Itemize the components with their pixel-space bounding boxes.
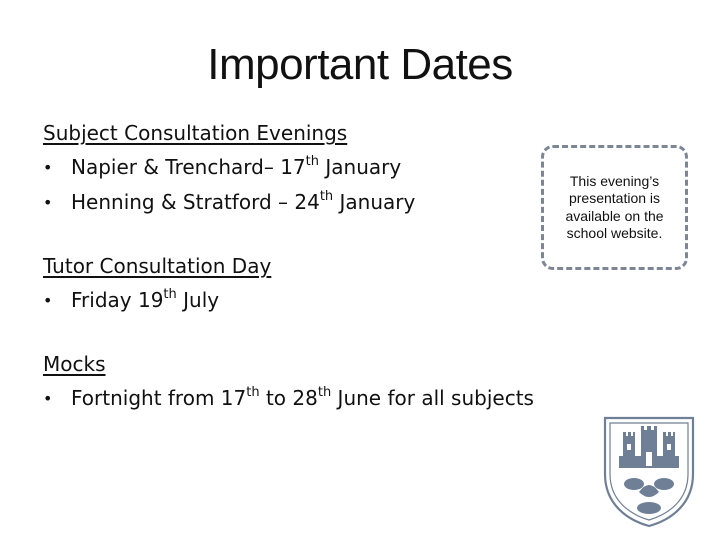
item-text-pre: Friday 19 xyxy=(71,288,164,312)
callout-text: This evening’s presentation is available on the school website. xyxy=(565,172,664,241)
ordinal-suffix: th xyxy=(317,385,332,400)
item-text-pre: Napier & Trenchard– 17 xyxy=(71,155,306,179)
item-text-post: July xyxy=(176,288,220,312)
item-text-post: January xyxy=(319,155,402,179)
website-callout xyxy=(541,145,688,270)
section-tutor-consultation xyxy=(43,250,603,318)
section-list xyxy=(43,283,603,318)
item-text-post: January xyxy=(333,190,416,214)
item-text-pre: Henning & Stratford – 24 xyxy=(71,190,320,214)
bullet-icon: • xyxy=(43,193,53,212)
ordinal-suffix: th xyxy=(305,154,319,169)
section-list xyxy=(43,150,603,220)
item-text-post: June for all subjects xyxy=(331,386,534,410)
ordinal-suffix: th xyxy=(319,189,334,204)
bullet-icon: • xyxy=(43,291,53,310)
bullet-icon: • xyxy=(43,158,53,177)
list-item xyxy=(43,381,603,416)
list-item xyxy=(43,150,603,185)
section-heading: Subject Consultation Evenings xyxy=(43,121,348,145)
list-item xyxy=(43,283,603,318)
section-heading: Mocks xyxy=(43,352,106,376)
section-heading: Tutor Consultation Day xyxy=(43,254,272,278)
item-text-mid: to 28 xyxy=(259,386,318,410)
list-item xyxy=(43,185,603,220)
page-title: Important Dates xyxy=(207,40,513,89)
section-subject-consultation xyxy=(43,117,603,220)
ordinal-suffix: th xyxy=(163,287,177,302)
ordinal-suffix: th xyxy=(246,385,260,400)
item-text-pre: Fortnight from 17 xyxy=(71,386,247,410)
section-list xyxy=(43,381,603,416)
bullet-icon: • xyxy=(43,389,53,408)
section-mocks xyxy=(43,348,603,416)
dates-content xyxy=(43,117,603,446)
school-crest-icon xyxy=(599,412,699,530)
